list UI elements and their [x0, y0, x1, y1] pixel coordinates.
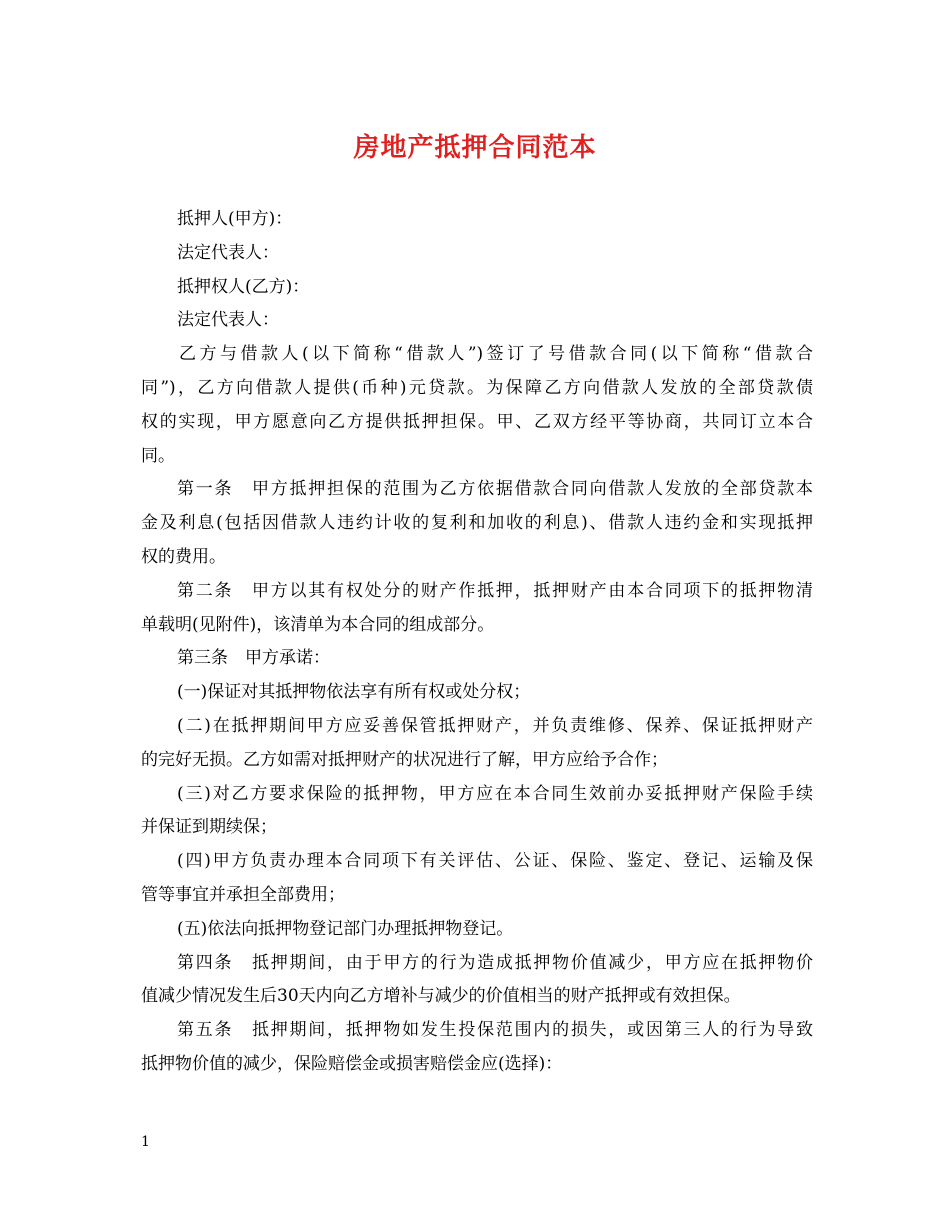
preamble-line: 同。: [141, 445, 175, 466]
article-3-item-4: (四)甲方负责办理本合同项下有关评估、公证、保险、鉴定、登记、运输及保: [177, 851, 813, 872]
article-3-item-1: (一)保证对其抵押物依法享有所有权或处分权；: [177, 682, 531, 703]
article-4-line: 第四条 抵押期间，由于甲方的行为造成抵押物价值减少，甲方应在抵押物价: [177, 952, 813, 973]
article-4-line: 值减少情况发生后30天内向乙方增补与减少的价值相当的财产抵押或有效担保。: [141, 986, 741, 1007]
article-2-line: 单载明(见附件)，该清单为本合同的组成部分。: [141, 614, 495, 635]
party-a-line: 抵押人(甲方)：: [177, 209, 293, 229]
article-3-heading: 第三条 甲方承诺：: [177, 648, 330, 669]
article-1-line: 权的费用。: [141, 546, 226, 567]
party-b-representative-line: 法定代表人：: [177, 310, 279, 331]
article-3-item-4: 管等事宜并承担全部费用；: [141, 884, 345, 905]
article-3-item-3: (三)对乙方要求保险的抵押物，甲方应在本合同生效前办妥抵押财产保险手续: [177, 783, 813, 804]
document-title: 房地产抵押合同范本: [353, 133, 597, 163]
preamble-line: 乙方与借款人(以下简称“借款人”)签订了号借款合同(以下简称“借款合: [179, 344, 813, 365]
page-number: 1: [141, 1134, 150, 1150]
article-5-line: 抵押物价值的减少，保险赔偿金或损害赔偿金应(选择)：: [141, 1053, 563, 1074]
preamble-line: 权的实现，甲方愿意向乙方提供抵押担保。甲、乙双方经平等协商，共同订立本合: [141, 411, 813, 432]
article-1-line: 第一条 甲方抵押担保的范围为乙方依据借款合同向借款人发放的全部贷款本: [177, 479, 813, 500]
preamble-line: 同”)，乙方向借款人提供(币种)元贷款。为保障乙方向借款人发放的全部贷款债: [141, 377, 813, 398]
article-5-line: 第五条 抵押期间，抵押物如发生投保范围内的损失，或因第三人的行为导致: [177, 1020, 813, 1041]
document-body: [141, 203, 813, 1082]
party-b-line: 抵押权人(乙方)：: [177, 276, 310, 297]
article-3-item-2: 的完好无损。乙方如需对抵押财产的状况进行了解，甲方应给予合作；: [141, 749, 668, 770]
article-3-item-2: (二)在抵押期间甲方应妥善保管抵押财产，并负责维修、保养、保证抵押财产: [177, 715, 813, 736]
party-a-representative-line: 法定代表人：: [177, 242, 279, 263]
article-1-line: 金及利息(包括因借款人违约计收的复利和加收的利息)、借款人违约金和实现抵押: [141, 513, 813, 534]
article-2-line: 第二条 甲方以其有权处分的财产作抵押，抵押财产由本合同项下的抵押物清: [177, 580, 813, 601]
article-3-item-5: (五)依法向抵押物登记部门办理抵押物登记。: [177, 918, 514, 939]
article-3-item-3: 并保证到期续保；: [141, 817, 277, 838]
